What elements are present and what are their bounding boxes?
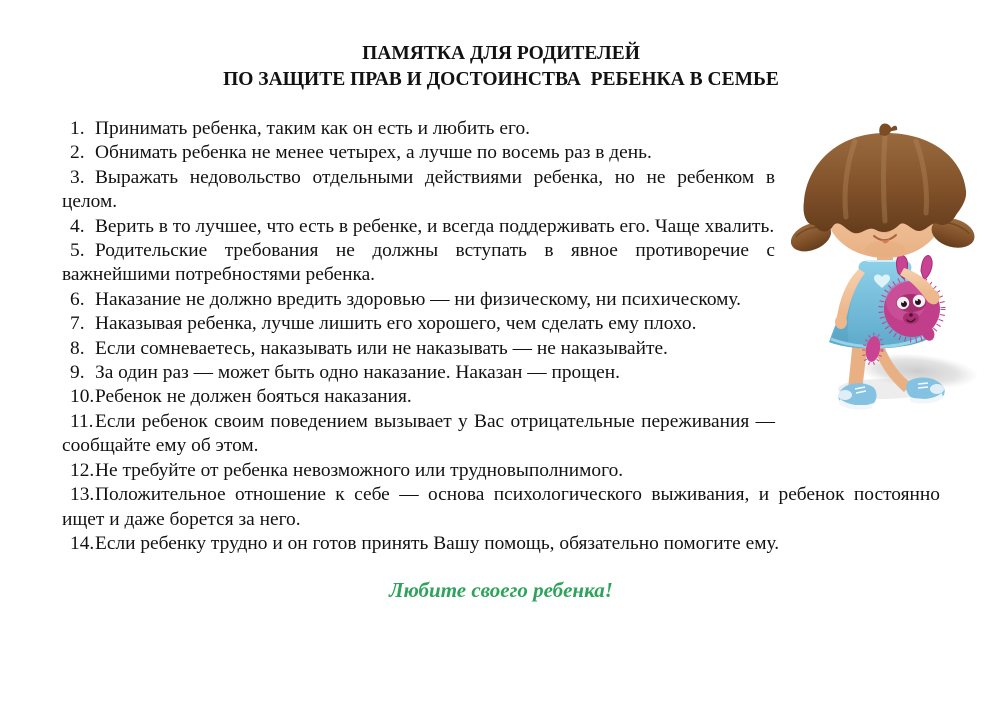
girl-hair bbox=[803, 123, 966, 233]
item-number: 4. bbox=[70, 215, 85, 237]
list-item bbox=[62, 532, 940, 556]
item-text: Наказание не должно вредить здоровью — ни физическому, ни психическому. bbox=[95, 288, 742, 310]
item-number: 10. bbox=[70, 386, 95, 408]
item-number: 12. bbox=[70, 459, 95, 481]
item-number: 6. bbox=[70, 288, 85, 310]
title-line-1: ПАМЯТКА ДЛЯ РОДИТЕЛЕЙ bbox=[362, 43, 640, 64]
item-number: 14. bbox=[70, 532, 95, 554]
item-number: 11. bbox=[70, 410, 94, 432]
item-text: Не требуйте от ребенка невозможного или трудновыполнимого. bbox=[95, 459, 624, 481]
item-text: Родительские требования не должны вступать в явное противоречие с важнейшими потребностями ребенка. bbox=[62, 240, 775, 286]
girl-illustration-svg bbox=[785, 121, 985, 415]
title-line-2: ПО ЗАЩИТЕ ПРАВ И ДОСТОИНСТВА РЕБЕНКА В СЕМЬЕ bbox=[223, 68, 779, 90]
item-text: Верить в то лучшее, что есть в ребенке, и всегда поддерживать его. Чаще хвалить. bbox=[95, 215, 775, 237]
item-text: Если сомневаетесь, наказывать или не наказывать — не наказывайте. bbox=[95, 337, 668, 359]
item-text: Положительное отношение к себе — основа психологического выживания, и ребенок постоянно ищет и даже борется за него. bbox=[62, 484, 940, 530]
item-text: Если ребенок своим поведением вызывает у Вас отрицательные переживания — сообщайте ему об этом. bbox=[62, 410, 775, 457]
item-text: Ребенок не должен бояться наказания. bbox=[95, 386, 412, 408]
list-item bbox=[62, 410, 940, 459]
item-number: 2. bbox=[70, 142, 85, 164]
item-text: Если ребенку трудно и он готов принять Вашу помощь, обязательно помогите ему. bbox=[95, 532, 780, 554]
item-text: Обнимать ребенка не менее четырех, а лучше по восемь раз в день. bbox=[95, 142, 652, 164]
item-text: Наказывая ребенка, лучше лишить его хорошего, чем сделать ему плохо. bbox=[95, 313, 697, 335]
item-number: 13. bbox=[70, 484, 95, 506]
item-text: Принимать ребенка, таким как он есть и любить его. bbox=[95, 118, 530, 139]
item-number: 9. bbox=[70, 362, 85, 384]
item-text: За один раз — может быть одно наказание. Наказан — прощен. bbox=[95, 362, 620, 384]
item-number: 1. bbox=[70, 118, 85, 139]
document-title bbox=[62, 41, 940, 92]
item-number: 3. bbox=[70, 166, 85, 188]
item-number: 8. bbox=[70, 337, 85, 359]
list-item bbox=[62, 483, 940, 532]
list-item bbox=[62, 459, 940, 483]
closing-slogan: Любите своего ребенка! bbox=[389, 578, 613, 603]
girl-with-pink-toy-illustration bbox=[785, 121, 985, 415]
item-number: 7. bbox=[70, 313, 85, 335]
item-text: Выражать недовольство отдельными действиями ребенка, но не ребенком в целом. bbox=[62, 166, 775, 213]
item-number: 5. bbox=[70, 240, 85, 262]
